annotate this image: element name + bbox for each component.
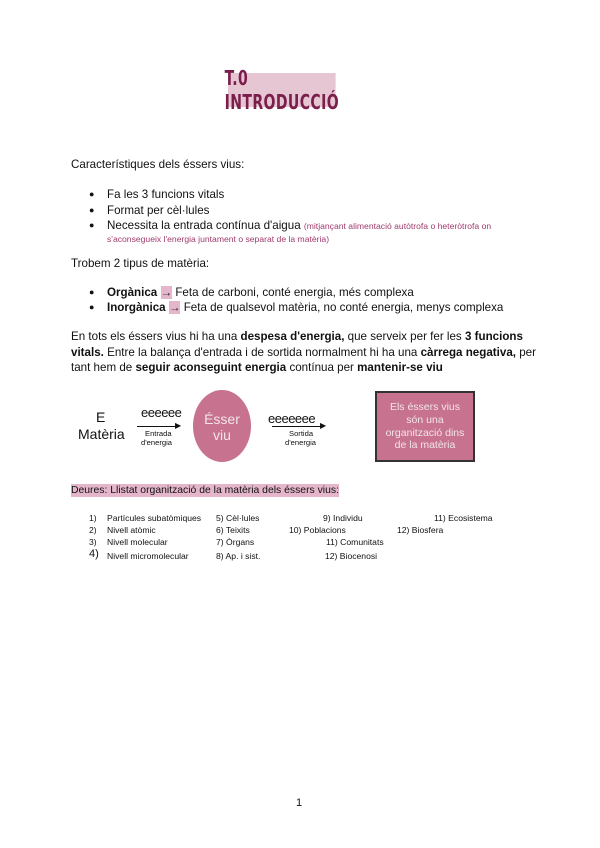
list-item-number: 2) (89, 525, 97, 535)
page-number: 1 (296, 797, 303, 809)
note-text: (mitjançant alimentació autòtrofa o heteròtrofa on (303, 221, 492, 231)
list-item: 7) Òrgans (216, 537, 255, 547)
list-item: Nivell atòmic (107, 525, 156, 535)
arrow-icon: → (160, 286, 173, 299)
diagram-out-label-1: Sortida (289, 429, 314, 438)
list-item: 9) Individu (323, 513, 363, 523)
diagram-e-label: E (96, 409, 106, 425)
bullet-icon: ● (89, 205, 95, 215)
list-item: Nivell molecular (107, 537, 168, 547)
bullet-icon: ● (89, 220, 95, 230)
diagram-out-label-2: d'energia (285, 438, 317, 447)
list-item: 10) Poblacions (289, 525, 346, 535)
circle-label: Ésser viu (204, 411, 240, 443)
paragraph-line-1: En tots els éssers vius hi ha una despesa d'energia, que serveix per fer les 3 funcions (71, 330, 523, 343)
out-arrowhead-icon: ▶ (320, 421, 327, 430)
list-item: 12) Biocenosi (325, 551, 378, 561)
list-item: 11) Comunitats (326, 537, 384, 547)
in-arrow-icon (137, 426, 179, 427)
diagram-in-label-2: d'energia (141, 438, 173, 447)
list-item: 5) Cèl·lules (216, 513, 260, 523)
list-item: ● Inorgànica → Feta de qualsevol matèria, no conté energia, menys complexa (89, 301, 504, 314)
bullet-icon: ● (89, 302, 95, 312)
organization-box: Els éssers vius són una organització dins de la matèria (375, 391, 475, 462)
list-item: ● Necessita la entrada contínua d'aigua (mitjançant alimentació autòtrofa o heteròtrofa on (89, 219, 492, 232)
list-item-number: 3) (89, 537, 97, 547)
homework-heading: Deures: Llistat organització de la matèria dels éssers vius: (71, 485, 339, 496)
out-arrow-icon (272, 426, 324, 427)
list-item-number: 1) (89, 513, 97, 523)
types-intro: Trobem 2 tipus de matèria: (71, 257, 210, 270)
list-item: 12) Biosfera (397, 525, 444, 535)
list-item: Nivell micromolecular (107, 551, 189, 561)
list-item: 6) Teixits (216, 525, 250, 535)
diagram-out-symbols: eeeeeee (268, 411, 316, 426)
arrow-icon: → (168, 301, 181, 314)
diagram-materia-label: Matèria (78, 426, 125, 442)
list-item: ● Orgànica → Feta de carboni, conté energia, més complexa (89, 286, 414, 299)
paragraph-line-2: vitals. Entre la balança d'entrada i de sortida normalment hi ha una càrrega negativa, per (71, 346, 536, 359)
list-item: Partícules subatòmiques (107, 513, 202, 523)
list-item-number: 4) (89, 548, 99, 560)
in-arrowhead-icon: ▶ (175, 421, 182, 430)
page-title: T.0 INTRODUCCIÓ (224, 66, 340, 114)
intro-text: Característiques dels éssers vius: (71, 158, 245, 171)
list-item: 8) Ap. i sist. (216, 551, 261, 561)
bullet-icon: ● (89, 189, 95, 199)
list-item: 11) Ecosistema (434, 513, 493, 523)
list-item: ● Format per cèl·lules (89, 204, 210, 217)
note-text-continued: s'aconsegueix l'energia juntament o separat de la matèria) (107, 234, 330, 244)
paragraph-line-3: tant hem de seguir aconseguint energia contínua per mantenir-se viu (71, 361, 443, 374)
diagram-in-symbols: eeeeee (141, 405, 182, 420)
diagram-in-label-1: Entrada (145, 429, 172, 438)
list-item: ● Fa les 3 funcions vitals (89, 188, 225, 201)
bullet-icon: ● (89, 287, 95, 297)
